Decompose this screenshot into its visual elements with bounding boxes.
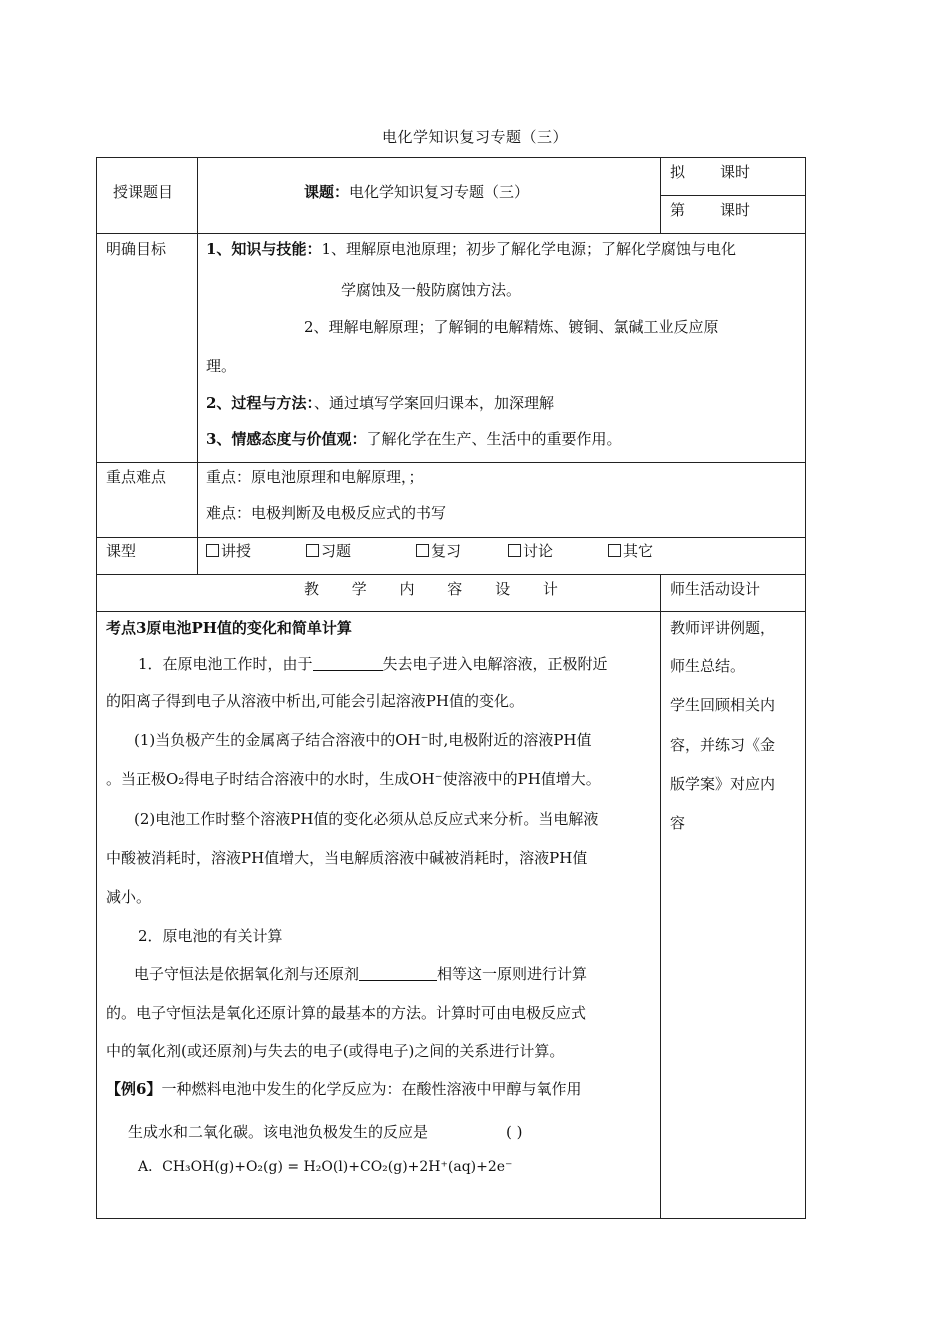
nth-hours-prefix: 第 — [670, 201, 686, 219]
example-label: 【例6】 — [106, 1080, 162, 1098]
side-note-line: 学生回顾相关内 — [670, 696, 776, 714]
knowledge-line-3: 2、理解电解原理；了解铜的电解精炼、镀铜、氯碱工业反应原 — [304, 318, 719, 336]
lesson-type-option[interactable]: 复习 — [416, 541, 461, 561]
document-title: 电化学知识复习专题（三） — [381, 128, 568, 146]
emotion-label: 3、情感态度与价值观： — [206, 430, 367, 448]
lesson-type-option[interactable]: 讲授 — [206, 541, 251, 561]
knowledge-line-1: 1、知识与技能：1、理解原电池原理；初步了解化学电源；了解化学腐蚀与电化 — [206, 240, 736, 258]
process-label: 2、过程与方法： — [206, 394, 314, 412]
objectives-label: 明确目标 — [106, 240, 167, 258]
content-header: 教 学 内 容 设 计 — [304, 580, 572, 598]
lesson-plan-table — [96, 157, 806, 1219]
emotion-line: 3、情感态度与价值观：了解化学在生产、生活中的重要作用。 — [206, 430, 622, 448]
checkbox-icon[interactable] — [508, 544, 521, 557]
para-2-line-1: (1)当负极产生的金属离子结合溶液中的OH⁻时,电极附近的溶液PH值 — [134, 731, 592, 749]
fill-blank[interactable] — [359, 966, 437, 981]
lesson-type-option[interactable]: 习题 — [306, 541, 351, 561]
checkbox-icon[interactable] — [608, 544, 621, 557]
answer-paren: ( ) — [506, 1123, 523, 1141]
side-note-line: 教师评讲例题， — [670, 619, 776, 637]
checkbox-icon[interactable] — [416, 544, 429, 557]
side-note-line: 容 — [670, 814, 686, 832]
lesson-type-option[interactable]: 讨论 — [508, 541, 553, 561]
process-line: 2、过程与方法：、通过填写学案回归课本，加深理解 — [206, 394, 554, 412]
nth-hours-suffix: 课时 — [720, 201, 751, 219]
para-4: 2．原电池的有关计算 — [138, 927, 283, 945]
header-label: 授课题目 — [113, 183, 174, 201]
para-5-line-1: 电子守恒法是依据氧化剂与还原剂 相等这一原则进行计算 — [134, 965, 588, 983]
topic-label: 课题： — [304, 183, 350, 201]
section-title: 考点3原电池PH值的变化和简单计算 — [106, 619, 352, 637]
para-1-line-2: 的阳离子得到电子从溶液中析出,可能会引起溶液PH值的变化。 — [106, 692, 524, 710]
example-line-1: 【例6】一种燃料电池中发生的化学反应为：在酸性溶液中甲醇与氧作用 — [106, 1080, 582, 1098]
knowledge-line-2: 学腐蚀及一般防腐蚀方法。 — [341, 281, 522, 299]
key-points-label: 重点难点 — [106, 468, 167, 486]
side-header: 师生活动设计 — [670, 580, 761, 598]
checkbox-icon[interactable] — [206, 544, 219, 557]
para-3-line-3: 减小。 — [106, 888, 152, 906]
plan-hours-prefix: 拟 — [670, 163, 686, 181]
checkbox-icon[interactable] — [306, 544, 319, 557]
knowledge-line-4: 理。 — [206, 357, 237, 375]
para-5-line-2: 的。电子守恒法是氧化还原计算的最基本的方法。计算时可由电极反应式 — [106, 1004, 587, 1022]
para-5-line-3: 中的氧化剂(或还原剂)与失去的电子(或得电子)之间的关系进行计算。 — [106, 1042, 565, 1060]
para-1-line-1: 1．在原电池工作时，由于 失去电子进入电解溶液，正极附近 — [138, 655, 608, 673]
para-3-line-2: 中酸被消耗时，溶液PH值增大，当电解质溶液中碱被消耗时，溶液PH值 — [106, 849, 588, 867]
topic — [304, 182, 529, 202]
knowledge-label: 1、知识与技能： — [206, 240, 322, 258]
lesson-type-label: 课型 — [106, 542, 137, 560]
option-a: A．CH₃OH(g)+O₂(g) = H₂O(l)+CO₂(g)+2H⁺(aq)+2e⁻ — [138, 1159, 513, 1175]
difficult-point: 难点：电极判断及电极反应式的书写 — [206, 504, 447, 522]
lesson-type-option[interactable]: 其它 — [608, 541, 653, 561]
side-note-line: 容，并练习《金 — [670, 736, 776, 754]
side-note-line: 版学案》对应内 — [670, 775, 776, 793]
topic-value: 电化学知识复习专题（三） — [349, 183, 530, 201]
example-line-2: 生成水和二氧化碳。该电池负极发生的反应是 — [128, 1123, 429, 1141]
key-point: 重点：原电池原理和电解原理，； — [206, 468, 424, 486]
plan-hours-suffix: 课时 — [720, 163, 751, 181]
side-note-line: 师生总结。 — [670, 657, 746, 675]
para-3-line-1: (2)电池工作时整个溶液PH值的变化必须从总反应式来分析。当电解液 — [134, 810, 599, 828]
para-2-line-2: 。当正极O₂得电子时结合溶液中的水时，生成OH⁻使溶液中的PH值增大。 — [106, 770, 601, 788]
fill-blank[interactable] — [313, 656, 383, 671]
